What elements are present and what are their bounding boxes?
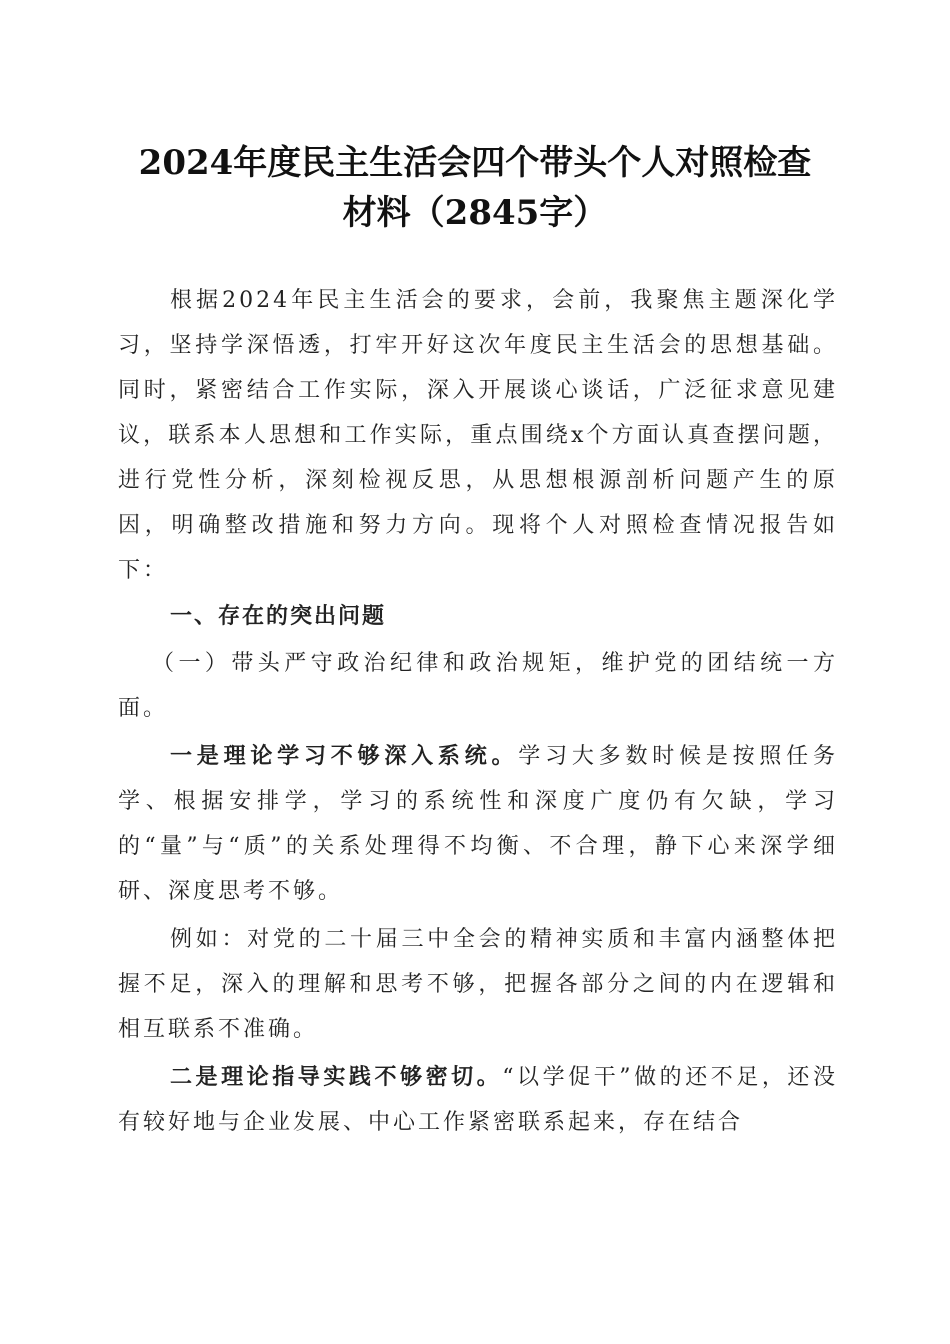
subsection-heading: （一）带头严守政治纪律和政治规矩，维护党的团结统一方面。 [118, 651, 838, 721]
title-line-1: 2024年度民主生活会四个带头个人对照检查 [138, 143, 812, 183]
point-text: “以学促干”做的还不足，还没有较好地与企业发展、中心工作紧密联系起来，存在结合 [118, 1065, 838, 1135]
intro-paragraph: 根据2024年民主生活会的要求，会前，我聚焦主题深化学习，坚持学深悟透，打牢开好这次年度民主生活会的思想基础。同时，紧密结合工作实际，深入开展谈心谈话，广泛征求意见建议，联系本人思想和工作实际，重点围绕x个方面认真查摆问题，进行党性分析，深刻检视反思，从思想根源剖析问题产生的原因，明确整改措施和努力方向。现将个人对照检查情况报告如下： [118, 288, 838, 583]
point-lead: 二是理论指导实践不够密切。 [170, 1065, 503, 1090]
example-paragraph: 例如：对党的二十届三中全会的精神实质和丰富内涵整体把握不足，深入的理解和思考不够，把握各部分之间的内在逻辑和相互联系不准确。 [118, 927, 838, 1042]
document-title [100, 138, 850, 238]
point-lead: 一是理论学习不够深入系统。 [170, 744, 519, 769]
document-body [118, 278, 838, 1145]
point-paragraph [118, 1055, 838, 1145]
title-line-2: 材料（2845字） [342, 193, 608, 233]
point-text: 学习大多数时候是按照任务学、根据安排学，学习的系统性和深度广度仍有欠缺，学习的“量”与“质”的关系处理得不均衡、不合理，静下心来深学细研、深度思考不够。 [118, 744, 838, 904]
point-paragraph [118, 734, 838, 914]
section-heading: 一、存在的突出问题 [170, 604, 387, 629]
